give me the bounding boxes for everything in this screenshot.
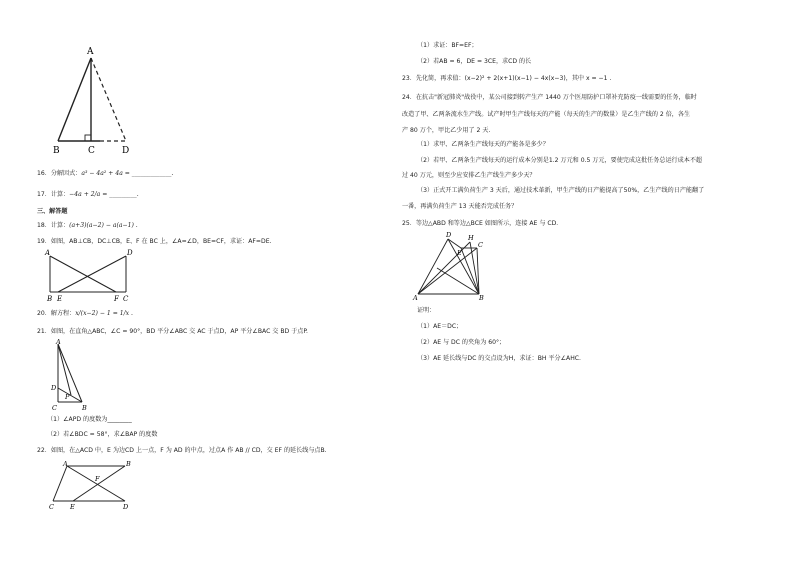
q25-label-e: E (457, 249, 462, 257)
q25-label-c: C (478, 241, 483, 249)
question-25: 25．等边△ABD 和等边△BCE 如图所示，连接 AE 与 CD． (402, 220, 563, 227)
q22-sub-2: （2）若AB = 6，DE = 3CE，求CD 的长 (417, 58, 532, 65)
question-17 (37, 191, 139, 199)
q22-sub-1: （1）求证：BF=EF； (417, 42, 478, 49)
q19-figure (44, 250, 136, 304)
q24-line-1: 24．在抗击"新冠肺炎"战役中，某公司接到转产生产 1440 万个医用防护口罩补充防疫一线需要的任务，临时 (402, 94, 697, 101)
section-3-heading: 三、解答题 (37, 208, 68, 215)
q25-sub-3: （3）AE 延长线与DC 的交点设为H，求证：BH 平分∠AHC. (417, 355, 581, 362)
q21-label-c: C (52, 404, 57, 412)
q15-label-b: B (53, 146, 60, 156)
q16-number: 16． (37, 170, 51, 177)
q25-figure (411, 232, 491, 302)
q21-label-d: D (51, 384, 57, 392)
question-22: 22．如图，在△ACD 中，E 为边CD 上一点，F 为 AD 的中点，过点A 作 AB // CD，交 EF 的延长线与点B. (37, 447, 327, 454)
q16-expression: a³ − 4a² + 4a = _____________. (81, 170, 174, 177)
q18-number: 18． (37, 222, 51, 229)
q20-text: 20．解方程： (37, 310, 76, 317)
q24-sub-2-line-1: （2）若甲、乙两条生产线每天的运行成本分别是1.2 万元和 0.5 万元，要使完成这批任务总运行成本不超 (417, 157, 703, 164)
q24-line-3: 产 80 万个，甲比乙少用了 2 天. (402, 127, 491, 134)
q21-label-a: A (56, 338, 61, 346)
q15-label-c: C (88, 146, 95, 156)
q25-sub-1: （1）AE＝DC； (417, 323, 463, 330)
question-20 (37, 310, 133, 318)
q21-label-p: P (65, 393, 70, 401)
q22-label-c: C (49, 503, 54, 511)
q15-label-a: A (87, 47, 94, 57)
q16-text: 分解因式： (50, 170, 82, 177)
q17-text: 计算： (50, 191, 70, 198)
q25-label-h: H (468, 234, 474, 242)
q22-label-f: F (95, 475, 100, 483)
q21-sub-1: （1）∠APD 的度数为________ (47, 416, 132, 423)
q24-sub-2-line-2: 过 40 万元，则至少应安排乙生产线生产多少天？ (402, 172, 536, 179)
q25-label-d: D (446, 231, 452, 239)
q22-label-a: A (63, 460, 68, 468)
q17-number: 17． (37, 191, 51, 198)
q24-line-2: 改造了甲、乙两条流水生产线。试产时甲生产线每天的产能（每天的生产的数量）是乙生产线的 2 倍，各生 (402, 111, 691, 118)
q21-sub-2: （2）若∠BDC = 58°，求∠BAP 的度数 (47, 431, 158, 438)
q22-label-d: D (123, 503, 129, 511)
q15-label-d: D (122, 146, 130, 156)
q25-label-b: B (479, 294, 484, 302)
q17-expression: −4a + 2/a = _________. (69, 191, 139, 198)
q24-sub-3-line-2: 一番，再满负荷生产 13 天能否完成任务？ (402, 203, 518, 210)
q19-label-c: C (123, 295, 129, 303)
q24-sub-1: （1）求甲、乙两条生产线每天的产能各是多少？ (417, 141, 549, 148)
q19-label-a: A (45, 249, 51, 257)
q19-label-b: B (47, 295, 53, 303)
q21-label-b: B (82, 404, 87, 412)
q25-label-a: A (413, 294, 418, 302)
q22-figure (47, 461, 131, 513)
q25-proof-label: 证明： (417, 307, 436, 314)
question-16 (37, 170, 173, 178)
q18-text: 计算： (50, 222, 70, 229)
q19-label-d: D (127, 249, 133, 257)
q15-figure (50, 42, 140, 162)
question-18 (37, 222, 138, 230)
q19-label-f: F (114, 295, 119, 303)
q19-label-e: E (57, 295, 63, 303)
q20-expression: x/(x−2) − 1 = 1/x . (75, 310, 133, 317)
q21-figure (49, 340, 95, 414)
q22-label-e: E (70, 503, 75, 511)
q22-label-b: B (126, 460, 131, 468)
q24-sub-3-line-1: （3）正式开工满负荷生产 3 天后，通过技术革新，甲生产线的日产能提高了50%，乙生产线的日产能翻了 (417, 187, 705, 194)
question-21: 21．如图，在直角△ABC，∠C = 90°，BD 平分∠ABC 交 AC 于点D，AP 平分∠BAC 交 BD 于点P. (37, 328, 308, 335)
q18-expression: (a+3)(a−2) − a(a−1) . (69, 222, 138, 229)
q25-sub-2: （2）AE 与 DC 的夹角为 60°； (417, 339, 506, 346)
question-23: 23．先化简，再求值：(x−2)² + 2(x+1)(x−1) − 4x(x−3)，其中 x = −1 . (402, 75, 612, 82)
question-19: 19．如图，AB⊥CB，DC⊥CB，E、F 在 BC 上，∠A=∠D，BE=CF，求证：AF=DE. (37, 238, 272, 245)
